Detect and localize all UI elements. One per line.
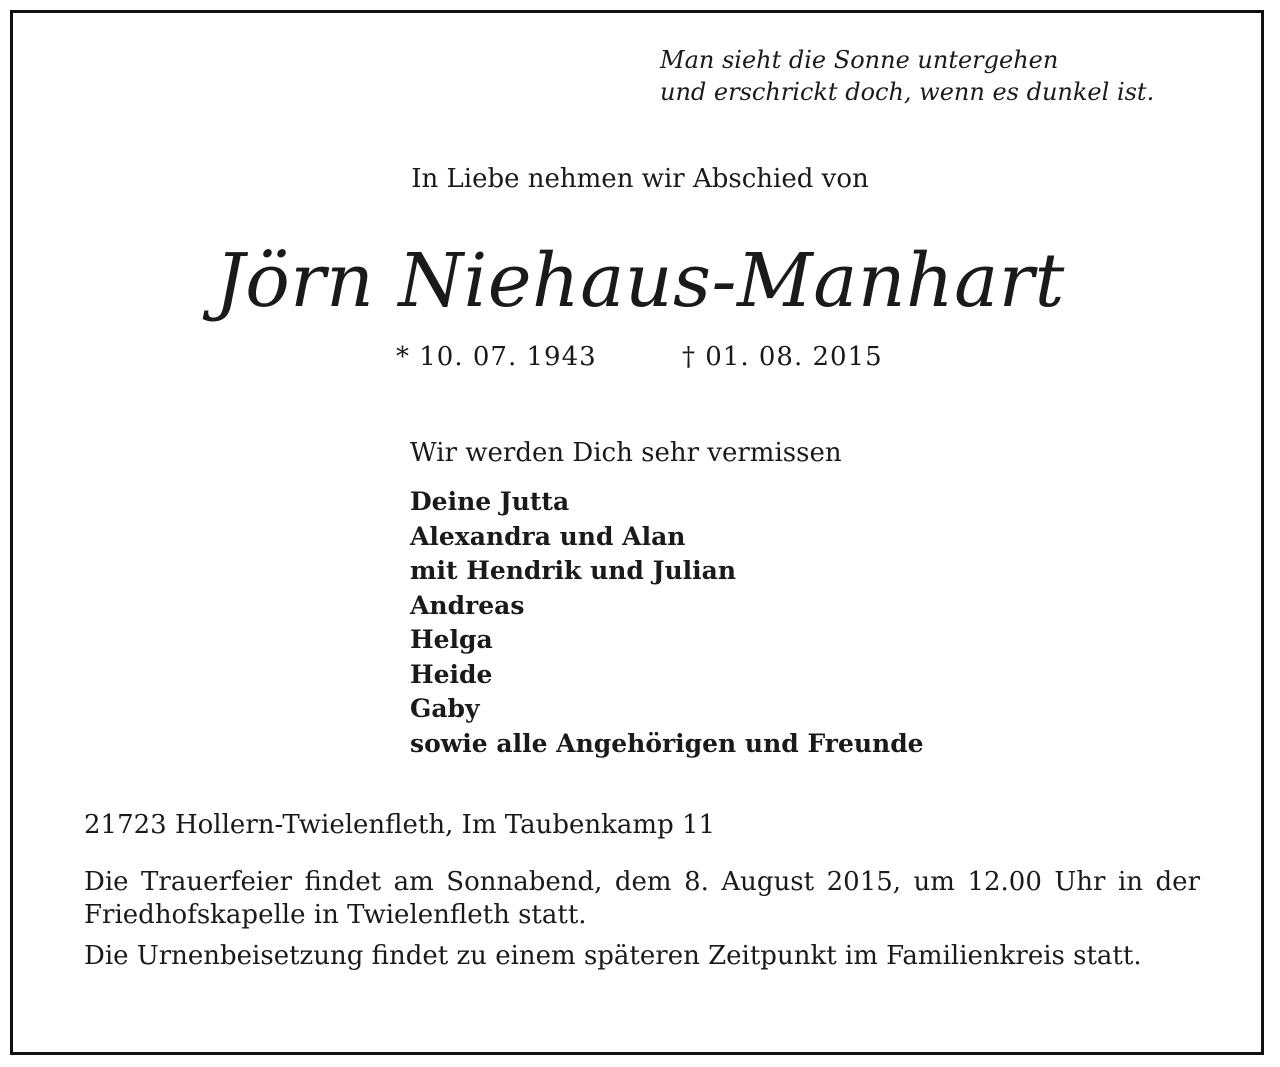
quote-line-1: Man sieht die Sonne untergehen [660,46,1059,74]
mourner-item: Andreas [410,590,525,620]
farewell-text: Wir werden Dich sehr vermissen [410,438,842,468]
intro-text: In Liebe nehmen wir Abschied von [411,164,869,194]
birth-date: * 10. 07. 1943 [396,342,597,372]
deceased-name: Jörn Niehaus-Manhart [215,238,1065,324]
mourner-item: Alexandra und Alan [410,521,686,551]
mourner-item: mit Hendrik und Julian [410,556,736,585]
mourners-list [410,485,924,761]
epigraph-quote [660,44,1154,108]
quote-line-2: und erschrickt doch, wenn es dunkel ist. [660,78,1155,106]
mourner-item: Gaby [410,694,480,723]
urn-burial-notice: Die Urnenbeisetzung findet zu einem späteren Zeitpunkt im Familienkreis statt. [84,941,1142,971]
death-date: † 01. 08. 2015 [682,342,883,372]
mourner-item: sowie alle Angehörigen und Freunde [410,728,924,758]
mourner-item: Helga [410,625,493,654]
funeral-notice: Die Trauerfeier findet am Sonnabend, dem 8. August 2015, um 12.00 Uhr in der Friedhofskapelle in Twielenfleth statt. [84,867,1200,930]
mourner-item: Heide [410,659,493,689]
mourner-item: Deine Jutta [410,487,570,516]
address-line: 21723 Hollern-Twielenfleth, Im Taubenkamp 11 [84,810,716,840]
